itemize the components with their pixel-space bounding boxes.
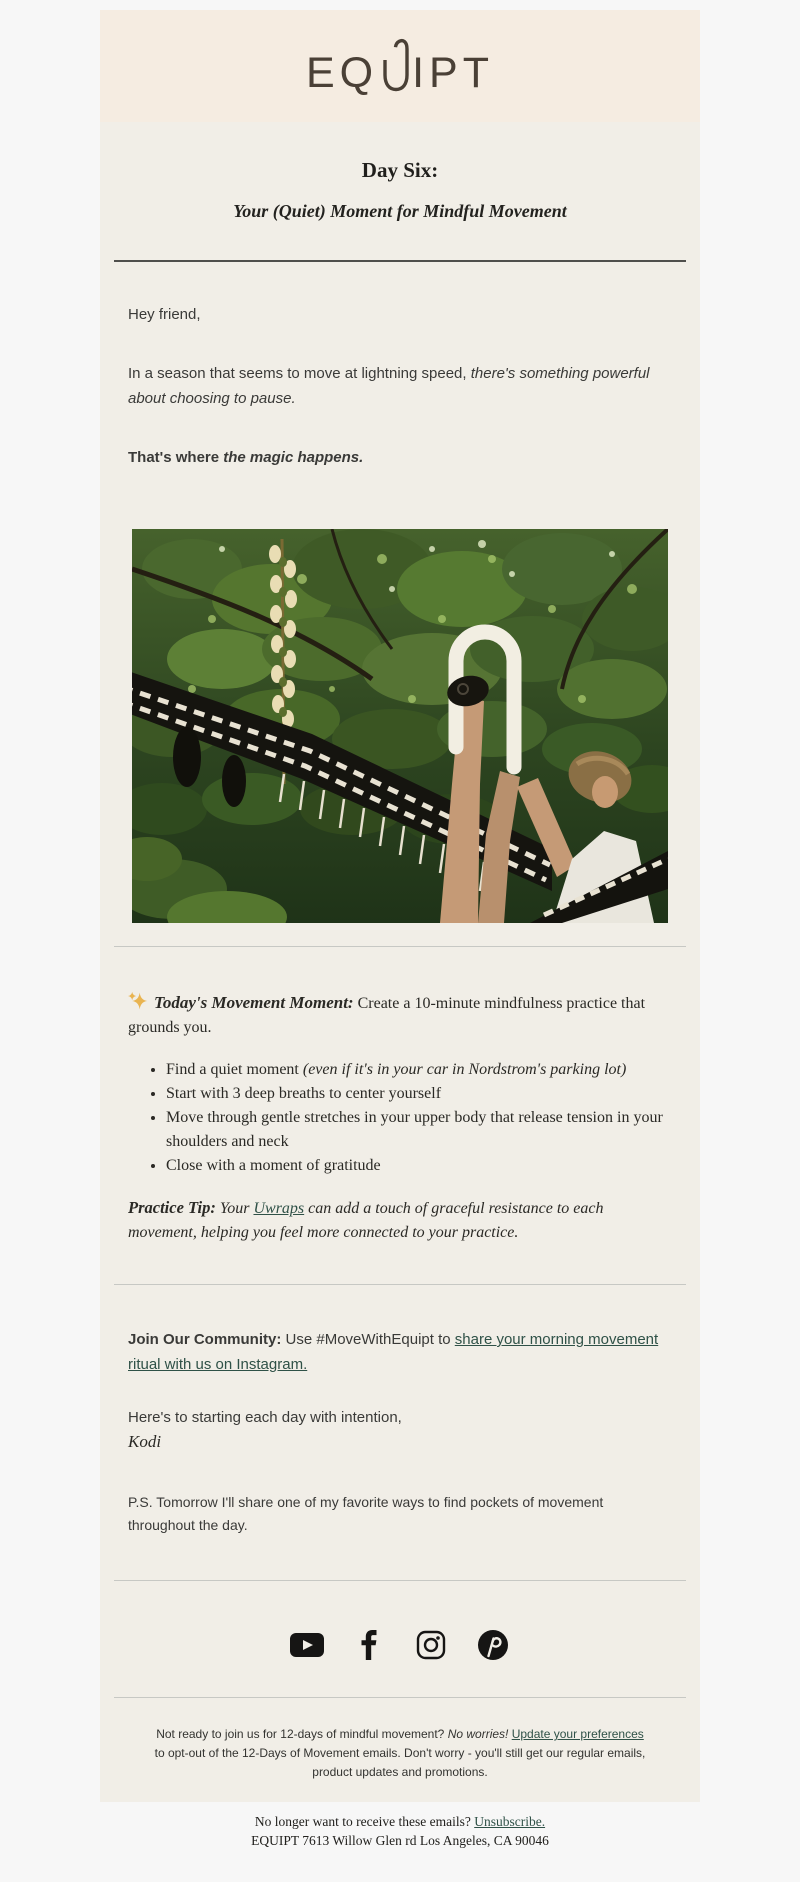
intro-section bbox=[100, 262, 700, 496]
facebook-icon bbox=[361, 1630, 377, 1660]
unsubscribe-line bbox=[0, 1814, 800, 1830]
page-background bbox=[0, 10, 800, 1882]
ps-note: P.S. Tomorrow I'll share one of my favorite ways to find pockets of movement throughout the day. bbox=[128, 1494, 604, 1533]
movement-heading-label: Today's Movement Moment: bbox=[154, 993, 354, 1012]
community-section bbox=[100, 1285, 700, 1541]
logo-text-left: EQ bbox=[305, 48, 379, 97]
intro-emphasis bbox=[128, 445, 672, 470]
company-address: EQUIPT 7613 Willow Glen rd Los Angeles, CA 90046 bbox=[251, 1833, 549, 1848]
hero-subtitle: Your (Quiet) Moment for Mindful Movement bbox=[233, 201, 567, 221]
unsubscribe-link[interactable]: Unsubscribe. bbox=[474, 1814, 546, 1829]
bullet-text: Close with a moment of gratitude bbox=[166, 1157, 381, 1174]
email-card bbox=[100, 10, 700, 1802]
optout-pre: Not ready to join us for 12-days of mindful movement? bbox=[156, 1727, 448, 1741]
youtube-icon bbox=[290, 1633, 324, 1657]
instagram-share-link[interactable]: share your morning movement ritual with us on Instagram. bbox=[128, 1331, 659, 1373]
bullet-text-italic: (even if it's in your car in Nordstrom's parking lot) bbox=[302, 1061, 627, 1078]
community-paragraph bbox=[128, 1327, 672, 1377]
spacer bbox=[100, 1541, 700, 1580]
community-pre: Use #MoveWithEquipt to bbox=[281, 1331, 455, 1348]
spacer bbox=[100, 1245, 700, 1284]
instagram-link[interactable] bbox=[414, 1630, 448, 1660]
bullet-item bbox=[166, 1058, 672, 1082]
spacer bbox=[100, 1660, 700, 1697]
movement-heading bbox=[128, 991, 672, 1040]
equipt-logo bbox=[306, 38, 494, 95]
bullet-item bbox=[166, 1154, 672, 1178]
intro-p1-regular: In a season that seems to move at lightning speed, bbox=[128, 365, 471, 382]
pinterest-icon bbox=[478, 1630, 508, 1660]
hammock-photo-illustration bbox=[132, 529, 668, 923]
intro-p1-italic: there's something powerful about choosing to pause. bbox=[128, 365, 650, 407]
social-links-row bbox=[100, 1581, 700, 1660]
bullet-item bbox=[166, 1106, 672, 1154]
hero-title: Day Six: bbox=[361, 158, 439, 182]
logo-hooked-u-icon bbox=[381, 38, 411, 95]
spacer bbox=[100, 923, 700, 946]
bullet-text: Start with 3 deep breaths to center yourself bbox=[166, 1085, 442, 1102]
header-band bbox=[100, 10, 700, 122]
bullet-text: Find a quiet moment bbox=[166, 1061, 303, 1078]
bullet-item bbox=[166, 1082, 672, 1106]
intro-p2-bold-italic: the magic happens. bbox=[223, 449, 364, 466]
intro-p2-bold: That's where bbox=[128, 449, 224, 466]
pinterest-link[interactable] bbox=[476, 1630, 510, 1660]
uwraps-link[interactable]: Uwraps bbox=[253, 1200, 305, 1217]
practice-tip-pre: Your bbox=[215, 1200, 254, 1217]
youtube-link[interactable] bbox=[290, 1630, 324, 1660]
practice-tip-label: Practice Tip: bbox=[128, 1198, 216, 1217]
optout-fineprint bbox=[100, 1698, 700, 1802]
community-label: Join Our Community: bbox=[128, 1331, 282, 1348]
optout-post: to opt-out of the 12-Days of Movement emails. Don't worry - you'll still get our regular emails, product updates and promotions. bbox=[154, 1746, 646, 1779]
unsubscribe-footer bbox=[0, 1814, 800, 1849]
unsubscribe-pre: No longer want to receive these emails? bbox=[254, 1814, 475, 1829]
practice-tip-post: can add a touch of graceful resistance to each movement, helping you feel more connected to your practice. bbox=[128, 1200, 604, 1241]
movement-bullet-list bbox=[128, 1058, 672, 1178]
greeting: Hey friend, bbox=[128, 306, 201, 323]
signoff-line: Here's to starting each day with intention, bbox=[128, 1409, 402, 1426]
movement-section bbox=[100, 947, 700, 1245]
instagram-icon bbox=[416, 1630, 446, 1660]
bullet-text: Move through gentle stretches in your upper body that release tension in your shoulders and neck bbox=[166, 1109, 663, 1150]
signature-name: Kodi bbox=[128, 1432, 162, 1451]
sparkle-icon bbox=[128, 991, 148, 1011]
practice-tip bbox=[128, 1196, 672, 1245]
hammock-photo bbox=[132, 529, 668, 923]
update-preferences-link[interactable]: Update your preferences bbox=[511, 1727, 644, 1741]
optout-italic: No worries! bbox=[447, 1727, 512, 1741]
logo-text-right: IPT bbox=[412, 48, 495, 97]
intro-paragraph bbox=[128, 361, 672, 411]
movement-heading-rest: Create a 10-minute mindfulness practice that grounds you. bbox=[128, 995, 646, 1036]
hero-section bbox=[100, 122, 700, 260]
facebook-link[interactable] bbox=[352, 1630, 386, 1660]
